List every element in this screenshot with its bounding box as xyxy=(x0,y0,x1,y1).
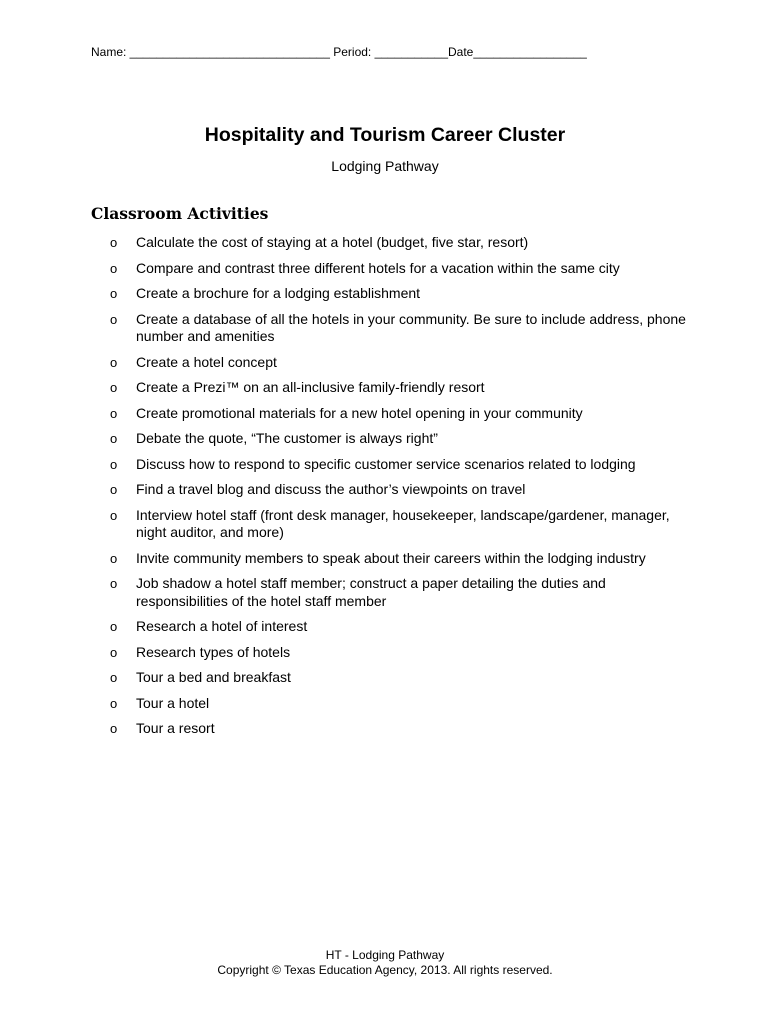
footer-copyright: Copyright © Texas Education Agency, 2013. All rights reserved. xyxy=(217,963,553,977)
list-item-text: Compare and contrast three different hotels for a vacation within the same city xyxy=(136,259,620,276)
bullet-icon: o xyxy=(110,456,118,472)
list-item xyxy=(110,354,700,372)
bullet-icon: o xyxy=(110,507,118,523)
bullet-icon: o xyxy=(110,431,118,446)
list-item-text: Invite community members to speak about their careers within the lodging industry xyxy=(136,549,646,566)
page-title: Hospitality and Tourism Career Cluster xyxy=(204,124,566,146)
list-item-text: Create a Prezi™ on an all-inclusive family-friendly resort xyxy=(136,379,485,395)
footer-pathway-label: HT - Lodging Pathway xyxy=(325,948,445,962)
bullet-icon: o xyxy=(110,405,118,421)
list-item xyxy=(110,285,700,303)
list-item xyxy=(110,311,700,346)
list-item xyxy=(110,618,700,636)
list-item xyxy=(110,481,700,499)
list-item xyxy=(110,507,700,542)
list-item-text: Research a hotel of interest xyxy=(136,618,308,634)
list-item xyxy=(110,379,700,397)
list-item-text: Create a brochure for a lodging establishment xyxy=(136,285,421,301)
list-item xyxy=(110,720,700,738)
bullet-icon: o xyxy=(110,380,118,395)
list-item-text: Tour a resort xyxy=(136,720,215,736)
bullet-icon: o xyxy=(110,550,118,566)
section-heading: Classroom Activities xyxy=(91,204,269,223)
list-item-text: Tour a bed and breakfast xyxy=(136,669,291,685)
list-item-text: Find a travel blog and discuss the author’s viewpoints on travel xyxy=(136,481,526,497)
bullet-icon: o xyxy=(110,721,118,736)
list-item xyxy=(110,260,700,278)
list-item xyxy=(110,669,700,687)
bullet-icon: o xyxy=(110,260,118,276)
list-item xyxy=(110,430,700,448)
list-item-text: Create promotional materials for a new hotel opening in your community xyxy=(136,404,583,421)
page-footer xyxy=(0,948,770,978)
list-item-text: Create a database of all the hotels in your community. Be sure to include address, phone number and amenities xyxy=(136,310,686,344)
bullet-icon: o xyxy=(110,286,118,301)
bullet-icon: o xyxy=(110,670,118,685)
list-item xyxy=(110,644,700,662)
list-item-text: Interview hotel staff (front desk manager, housekeeper, landscape/gardener, manager, night auditor, and more) xyxy=(136,506,670,540)
list-item xyxy=(110,695,700,713)
list-item xyxy=(110,575,700,610)
list-item-text: Research types of hotels xyxy=(136,643,291,660)
list-item xyxy=(110,234,700,252)
list-item-text: Discuss how to respond to specific customer service scenarios related to lodging xyxy=(136,455,636,472)
list-item-text: Tour a hotel xyxy=(136,694,210,711)
bullet-icon: o xyxy=(110,576,118,591)
bullet-icon: o xyxy=(110,482,118,497)
page-subtitle: Lodging Pathway xyxy=(331,158,439,174)
list-item xyxy=(110,405,700,423)
list-item-text: Debate the quote, “The customer is always right” xyxy=(136,430,438,446)
list-item-text: Create a hotel concept xyxy=(136,353,277,370)
list-item xyxy=(110,456,700,474)
bullet-icon: o xyxy=(110,354,118,370)
list-item-text: Calculate the cost of staying at a hotel (budget, five star, resort) xyxy=(136,234,529,250)
list-item xyxy=(110,550,700,568)
bullet-icon: o xyxy=(110,235,118,250)
bullet-icon: o xyxy=(110,644,118,660)
bullet-icon: o xyxy=(110,311,118,327)
bullet-icon: o xyxy=(110,619,118,634)
activity-list xyxy=(110,234,700,746)
name-period-date-line: Name: ______________________________ Period: ___________Date_________________ xyxy=(91,45,587,59)
bullet-icon: o xyxy=(110,695,118,711)
list-item-text: Job shadow a hotel staff member; construct a paper detailing the duties and responsibilities of the hotel staff member xyxy=(136,575,606,609)
